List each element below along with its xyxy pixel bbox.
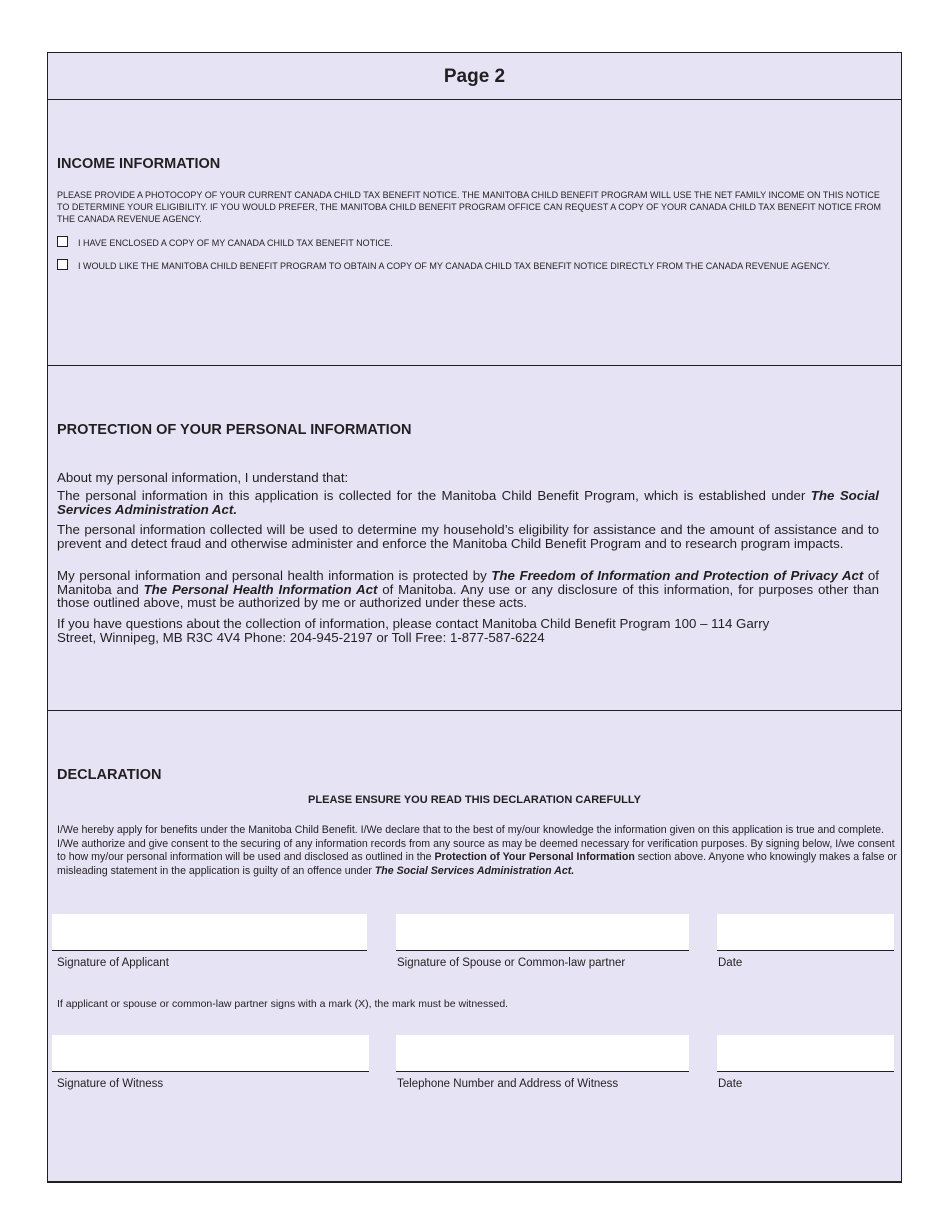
enclosed-checkbox[interactable] [57,236,68,247]
p3-text-a: My personal information and personal health information is protected by [57,568,492,583]
spouse-signature-field[interactable] [396,914,689,951]
page-title: Page 2 [443,66,506,87]
option-obtain-row[interactable] [57,259,863,272]
declaration-section [48,710,901,1182]
contact-line-1: If you have questions about the collection of information, please contact Manitoba Child Benefit Program 100 – 114 Garry [57,616,770,631]
option-enclosed-label: I HAVE ENCLOSED A COPY OF MY CANADA CHILD TAX BENEFIT NOTICE. [78,238,393,248]
applicant-date-field[interactable] [717,914,894,951]
applicant-signature-label: Signature of Applicant [57,957,169,969]
witness-date-field[interactable] [717,1035,894,1072]
protection-p3 [57,569,879,610]
declaration-act: The Social Services Administration Act. [374,864,575,877]
p3-act-phia: The Personal Health Information Act [143,581,378,597]
option-enclosed-row[interactable] [57,236,889,249]
p3-text-c: of Manitoba. Any use or any disclosure of this information, for purposes other than those outlined above, must be authorized by me or authorized under these acts. [57,581,880,611]
declaration-text-bold: Protection of Your Personal Information [434,851,635,864]
p1-act: The Social Services Administration Act. [57,488,879,517]
declaration-text-b: section above. Anyone who knowingly makes a false or misleading statement in the application is guilty of an offence under [57,851,897,877]
contact-line-2: Street, Winnipeg, MB R3C 4V4 Phone: 204-945-2197 or Toll Free: 1-877-587-6224 [57,629,545,645]
p1-text: The personal information in this application is collected for the Manitoba Child Benefit Program, which is established under [57,488,811,503]
spouse-signature-label: Signature of Spouse or Common-law partner [397,957,626,969]
p3-act-foippa: The Freedom of Information and Protection of Privacy Act [491,568,864,583]
date-label-2: Date [718,1078,743,1090]
declaration-heading: DECLARATION [57,767,162,783]
p3-text-b: of Manitoba and [57,568,879,597]
income-heading: INCOME INFORMATION [57,156,221,172]
protection-p2: The personal information collected will be used to determine my household’s eligibility for assistance and the amount of assistance and to prevent and detect fraud and otherwise administer and enforce the Manitoba Child Benefit Program and to research program impacts. [57,522,879,551]
date-label-1: Date [718,957,743,969]
applicant-signature-field[interactable] [52,914,367,951]
protection-p1 [57,489,879,516]
income-instructions: PLEASE PROVIDE A PHOTOCOPY OF YOUR CURRENT CANADA CHILD TAX BENEFIT NOTICE. THE MANITOBA CHILD BENEFIT PROGRAM WILL USE THE NET FAMILY INCOME ON THIS NOTICE TO DETERMINE YOUR ELIGIBILITY. IF YOU WOULD PREFER, THE MANITOBA CHILD BENEFIT PROGRAM OFFICE CAN REQUEST A COPY OF YOUR CANADA CHILD TAX BENEFIT NOTICE FROM THE CANADA REVENUE AGENCY. [57,190,881,224]
option-obtain-label: I WOULD LIKE THE MANITOBA CHILD BENEFIT PROGRAM TO OBTAIN A COPY OF MY CANADA CHILD TAX BENEFIT NOTICE DIRECTLY FROM THE CANADA REVENUE AGENCY. [78,261,831,271]
witness-signature-field[interactable] [52,1035,369,1072]
witness-note: If applicant or spouse or common-law partner signs with a mark (X), the mark must be witnessed. [57,998,509,1010]
protection-contact [57,617,879,644]
declaration-text-a: I/We hereby apply for benefits under the Manitoba Child Benefit. I/We declare that to the best of my/our knowledge the information given on this application is true and complete. I/We authorize and give consent to the securing of any information records from any source as may be deemed necessary for verification purposes. By signing below, I/we consent to how my/our personal information will be used and disclosed as outlined in the [57,824,895,864]
income-section [48,99,901,366]
declaration-subheading: PLEASE ENSURE YOU READ THIS DECLARATION CAREFULLY [308,794,641,806]
witness-contact-label: Telephone Number and Address of Witness [397,1078,619,1090]
witness-signature-label: Signature of Witness [57,1078,164,1090]
obtain-checkbox[interactable] [57,259,68,270]
protection-heading: PROTECTION OF YOUR PERSONAL INFORMATION [57,422,412,438]
form-page [47,52,902,1183]
protection-intro: About my personal information, I understand that: [57,470,349,485]
protection-section [48,365,901,711]
declaration-text [57,824,899,878]
witness-contact-field[interactable] [396,1035,689,1072]
